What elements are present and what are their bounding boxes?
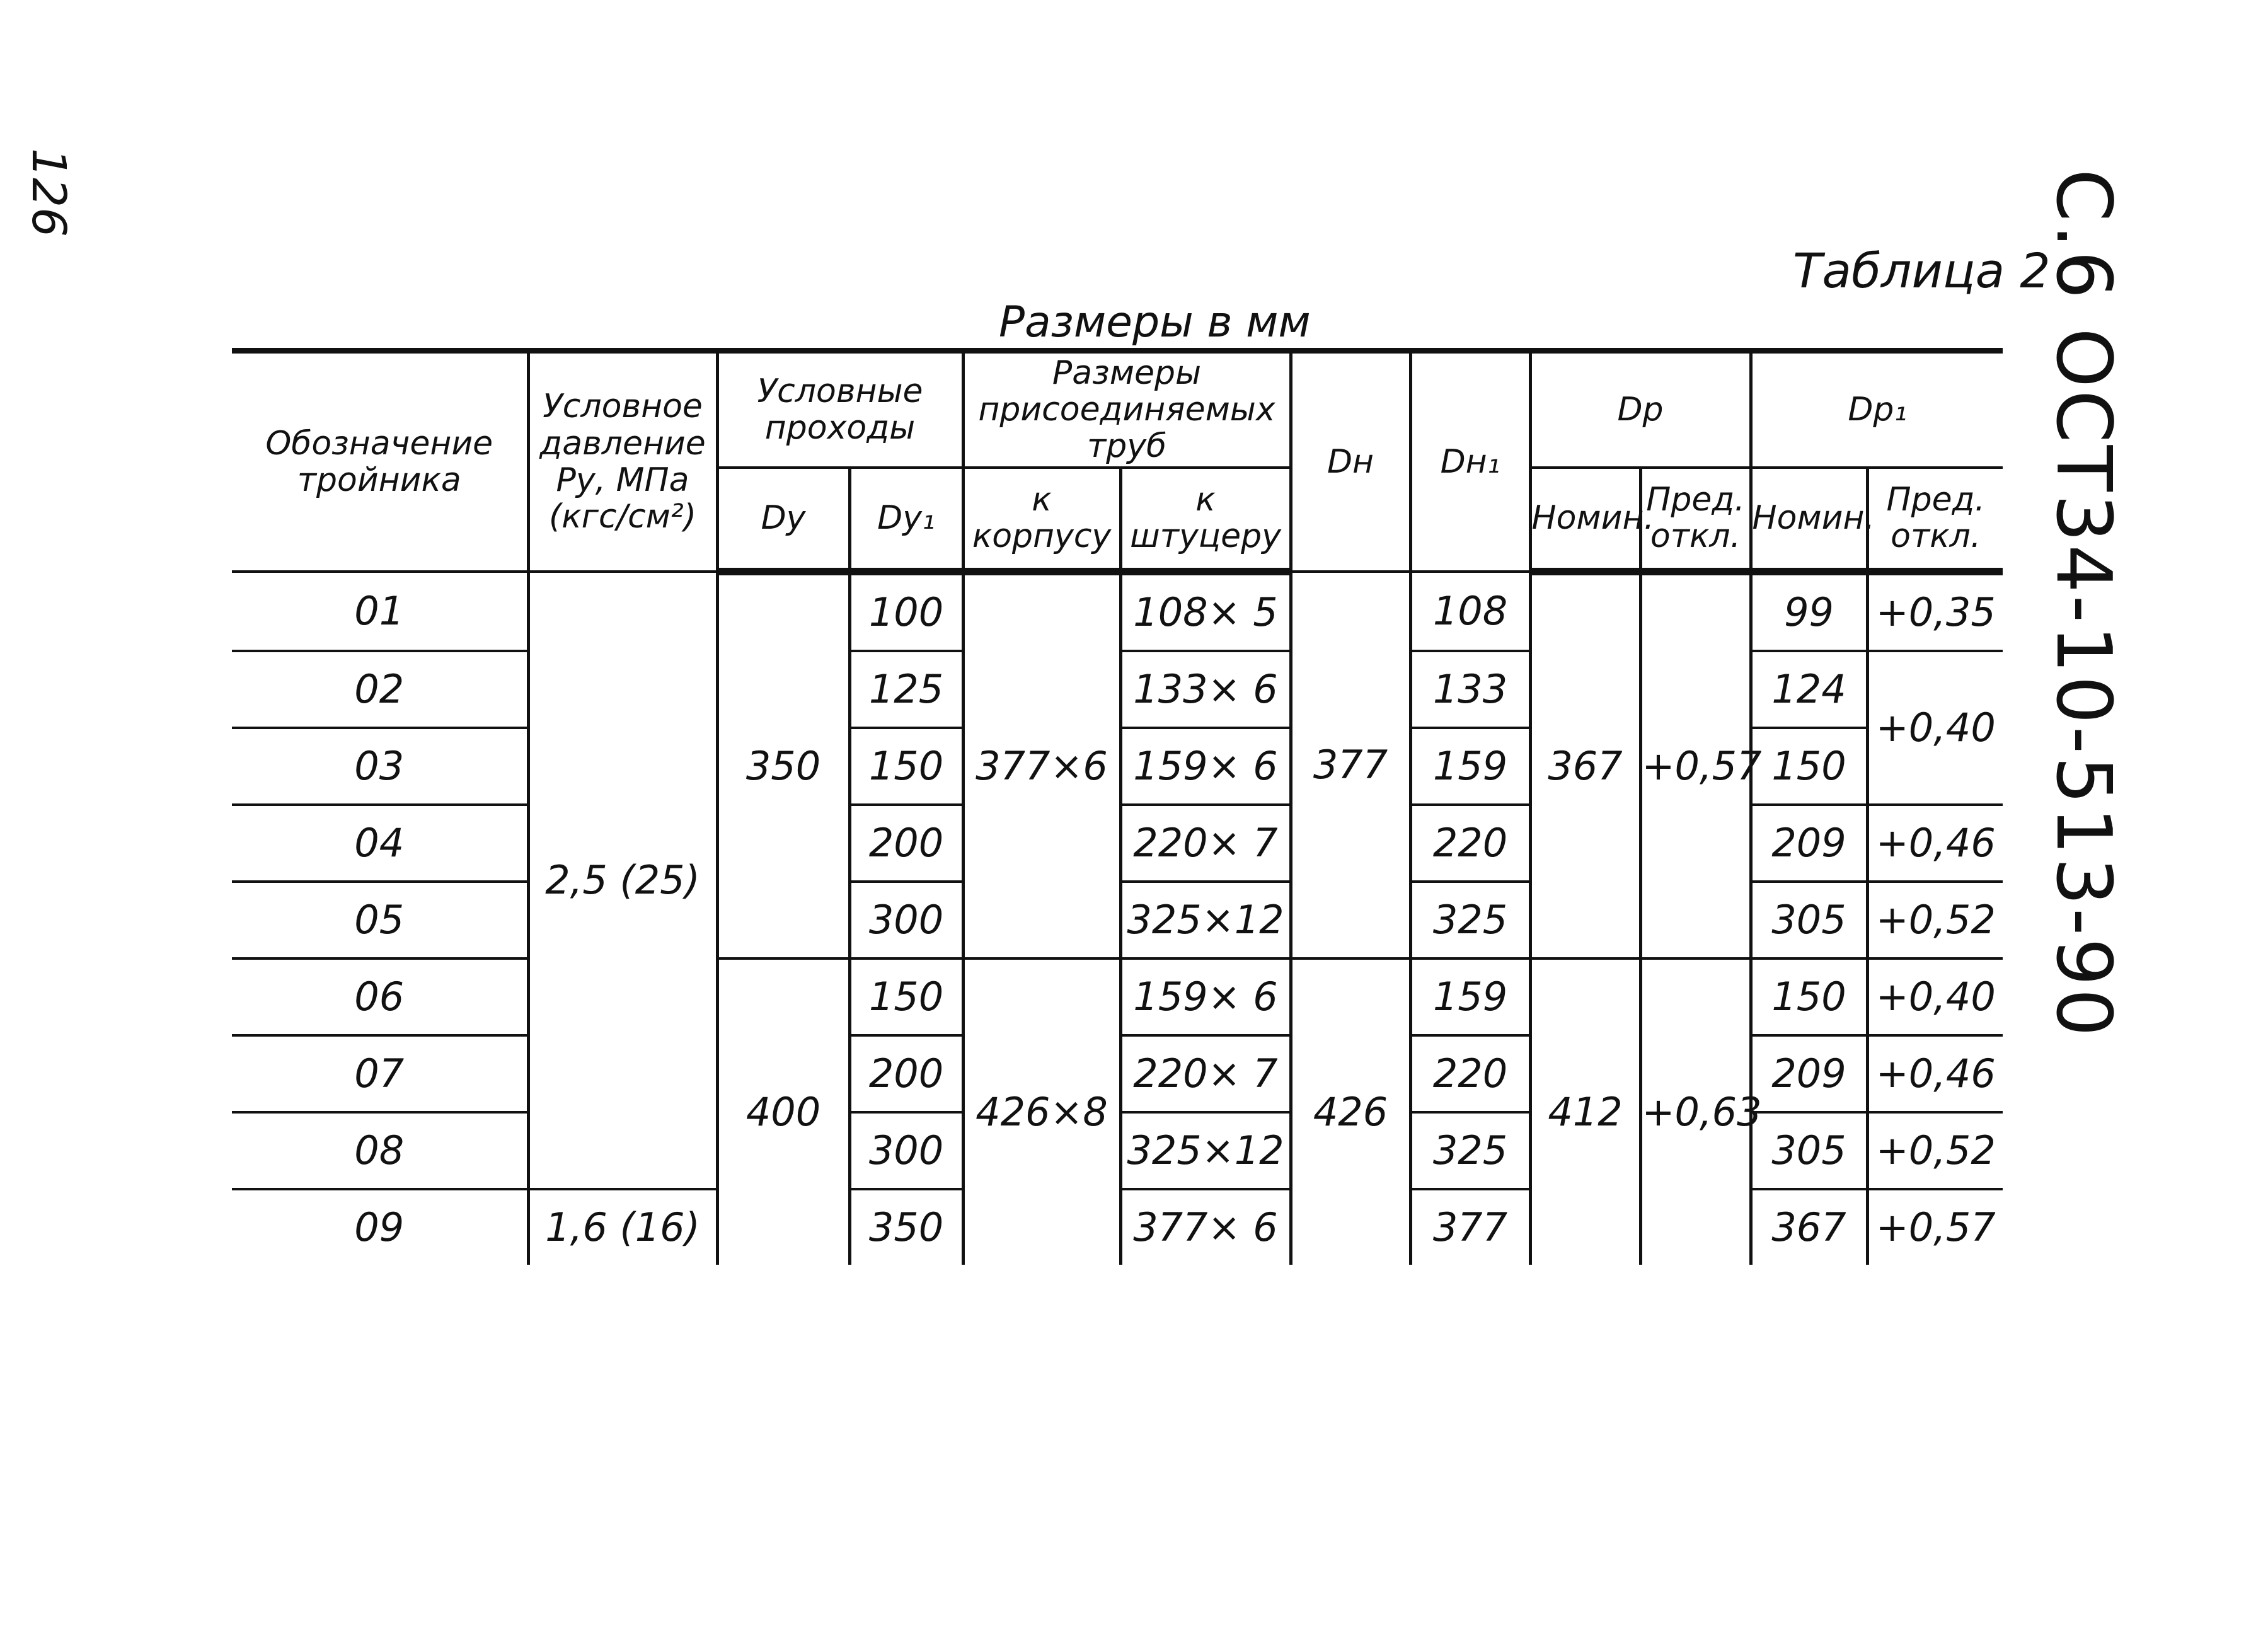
dp-nominal-cell: 412 xyxy=(1530,958,1640,1265)
to-body-cell: 377×6 xyxy=(963,572,1120,958)
designation-cell: 04 xyxy=(232,805,528,882)
dy1-cell: 300 xyxy=(849,1112,963,1189)
header-designation: Обозначение тройника xyxy=(232,351,528,572)
dp-deviation-cell: +0,57 xyxy=(1640,572,1751,958)
dn1-cell: 377 xyxy=(1410,1189,1530,1265)
to-fitting-cell: 220× 7 xyxy=(1120,1035,1291,1112)
dy-cell: 350 xyxy=(717,572,849,958)
header-dy1: Dу₁ xyxy=(849,468,963,572)
header-dn1: Dн₁ xyxy=(1410,351,1530,572)
dp1-nominal-cell: 150 xyxy=(1751,728,1867,805)
to-fitting-cell: 325×12 xyxy=(1120,882,1291,958)
dy1-cell: 350 xyxy=(849,1189,963,1265)
table-label: Таблица 2 xyxy=(1793,243,2051,299)
pressure-cell: 1,6 (16) xyxy=(528,1189,717,1265)
header-to-body: к корпусу xyxy=(963,468,1120,572)
dy-cell: 400 xyxy=(717,958,849,1265)
dp1-nominal-cell: 367 xyxy=(1751,1189,1867,1265)
dy1-cell: 125 xyxy=(849,651,963,728)
table-row xyxy=(232,958,2003,1035)
to-body-cell: 426×8 xyxy=(963,958,1120,1265)
dy1-cell: 100 xyxy=(849,572,963,651)
dn1-cell: 108 xyxy=(1410,572,1530,651)
to-fitting-cell: 159× 6 xyxy=(1120,958,1291,1035)
to-fitting-cell: 133× 6 xyxy=(1120,651,1291,728)
dp1-deviation-cell: +0,35 xyxy=(1867,572,2003,651)
page-number: 126 xyxy=(21,148,76,238)
header-dp1-nominal: Номин. xyxy=(1751,468,1867,572)
dp-deviation-cell: +0,63 xyxy=(1640,958,1751,1265)
dp1-deviation-cell: +0,52 xyxy=(1867,1112,2003,1189)
designation-cell: 08 xyxy=(232,1112,528,1189)
dp1-nominal-cell: 209 xyxy=(1751,805,1867,882)
dp1-deviation-cell: +0,52 xyxy=(1867,882,2003,958)
dp1-nominal-cell: 305 xyxy=(1751,1112,1867,1189)
header-pressure: Условное давление Ру, МПа (кгс/см²) xyxy=(528,351,717,572)
header-dy: Dу xyxy=(717,468,849,572)
to-fitting-cell: 108× 5 xyxy=(1120,572,1291,651)
dp1-nominal-cell: 209 xyxy=(1751,1035,1867,1112)
dy1-cell: 150 xyxy=(849,728,963,805)
dn1-cell: 159 xyxy=(1410,958,1530,1035)
table-row xyxy=(232,572,2003,651)
designation-cell: 06 xyxy=(232,958,528,1035)
dp1-nominal-cell: 124 xyxy=(1751,651,1867,728)
designation-cell: 05 xyxy=(232,882,528,958)
units-caption: Размеры в мм xyxy=(999,297,1311,347)
dp-nominal-cell: 367 xyxy=(1530,572,1640,958)
dp1-nominal-cell: 99 xyxy=(1751,572,1867,651)
dp1-deviation-cell: +0,40 xyxy=(1867,958,2003,1035)
dn-cell: 377 xyxy=(1291,572,1410,958)
dn1-cell: 159 xyxy=(1410,728,1530,805)
dy1-cell: 300 xyxy=(849,882,963,958)
designation-cell: 01 xyxy=(232,572,528,651)
designation-cell: 07 xyxy=(232,1035,528,1112)
header-dn: Dн xyxy=(1291,351,1410,572)
header-to-fitting: к штуцеру xyxy=(1120,468,1291,572)
header-pipe-sizes: Размеры присоединяемых труб xyxy=(963,351,1291,468)
designation-cell: 03 xyxy=(232,728,528,805)
dy1-cell: 150 xyxy=(849,958,963,1035)
header-passages: Условные проходы xyxy=(717,351,963,468)
dy1-cell: 200 xyxy=(849,805,963,882)
dimensions-table xyxy=(232,348,2003,1265)
pressure-cell: 2,5 (25) xyxy=(528,572,717,1189)
to-fitting-cell: 220× 7 xyxy=(1120,805,1291,882)
to-fitting-cell: 325×12 xyxy=(1120,1112,1291,1189)
header-dp1: Dр₁ xyxy=(1751,351,2003,468)
to-fitting-cell: 159× 6 xyxy=(1120,728,1291,805)
to-fitting-cell: 377× 6 xyxy=(1120,1189,1291,1265)
dn1-cell: 325 xyxy=(1410,1112,1530,1189)
header-dp1-deviation: Пред. откл. xyxy=(1867,468,2003,572)
designation-cell: 02 xyxy=(232,651,528,728)
header-dp: Dр xyxy=(1530,351,1751,468)
header-row xyxy=(232,351,2003,468)
dn1-cell: 220 xyxy=(1410,805,1530,882)
dp1-nominal-cell: 305 xyxy=(1751,882,1867,958)
dy1-cell: 200 xyxy=(849,1035,963,1112)
dp1-nominal-cell: 150 xyxy=(1751,958,1867,1035)
dp1-deviation-cell: +0,46 xyxy=(1867,805,2003,882)
dn1-cell: 325 xyxy=(1410,882,1530,958)
dp1-deviation-cell: +0,46 xyxy=(1867,1035,2003,1112)
header-dp-nominal: Номин. xyxy=(1530,468,1640,572)
dp1-deviation-cell: +0,40 xyxy=(1867,651,2003,805)
dn-cell: 426 xyxy=(1291,958,1410,1265)
dp1-deviation-cell: +0,57 xyxy=(1867,1189,2003,1265)
dn1-cell: 133 xyxy=(1410,651,1530,728)
dn1-cell: 220 xyxy=(1410,1035,1530,1112)
designation-cell: 09 xyxy=(232,1189,528,1265)
header-dp-deviation: Пред. откл. xyxy=(1640,468,1751,572)
document-code: С.6 ОСТ34-10-513-90 xyxy=(2039,169,2127,1039)
